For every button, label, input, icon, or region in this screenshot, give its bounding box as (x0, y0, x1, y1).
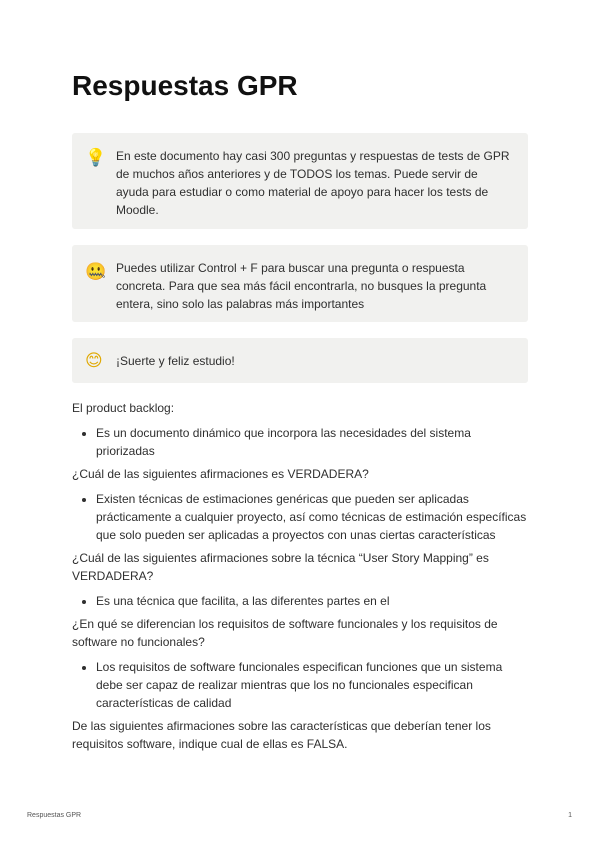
question: De las siguientes afirmaciones sobre las características que deberían tener los requisitos software, indique cual de ellas es FALSA. (72, 719, 491, 751)
footer-page-number: 1 (568, 812, 572, 819)
footer-document-title: Respuestas GPR (27, 812, 82, 819)
page-title: Respuestas GPR (72, 70, 298, 101)
lightbulb-icon: 💡 (85, 148, 107, 168)
smiling-face-icon: 😊 (85, 351, 103, 371)
answer: • Existen técnicas de estimaciones genéricas que pueden ser aplicadas prácticamente a cualquier proyecto, así como técnicas de estimación específicas que solo pueden ser aplicadas a proyectos con unas ciertas características (96, 490, 532, 544)
zipper-mouth-face-icon: 🤐 (85, 262, 107, 282)
answer: • Es una técnica que facilita, a las diferentes partes en el (96, 592, 532, 610)
qa-list (72, 399, 532, 760)
callout-search-tip (72, 245, 528, 322)
question: ¿Cuál de las siguientes afirmaciones es VERDADERA? (72, 467, 369, 481)
answer: • Los requisitos de software funcionales especifican funciones que un sistema debe ser capaz de realizar mientras que los no funcionales especifican características de calidad (96, 658, 532, 712)
question: ¿En qué se diferencian los requisitos de software funcionales y los requisitos de software no funcionales? (72, 617, 498, 649)
callout-text: Puedes utilizar Control + F para buscar una pregunta o respuesta concreta. Para que sea más fácil encontrarla, no busques la pregunta entera, sino solo las palabras más importantes (116, 261, 487, 311)
answer-list (72, 592, 532, 610)
answer-list (72, 424, 532, 460)
callout-good-luck (72, 338, 528, 383)
answer-list (72, 490, 532, 544)
callout-text: ¡Suerte y feliz estudio! (116, 354, 235, 368)
question: El product backlog: (72, 401, 175, 415)
callout-text: En este documento hay casi 300 preguntas y respuestas de tests de GPR de muchos años anteriores y de TODOS los temas. Puede servir de ayuda para estudiar o como material de apoyo para hacer los tests de Moodle. (116, 149, 510, 217)
answer-list (72, 658, 532, 712)
answer: • Es un documento dinámico que incorpora las necesidades del sistema priorizadas (96, 424, 532, 460)
callout-intro (72, 133, 528, 229)
question: ¿Cuál de las siguientes afirmaciones sobre la técnica “User Story Mapping” es VERDADERA? (72, 551, 489, 583)
